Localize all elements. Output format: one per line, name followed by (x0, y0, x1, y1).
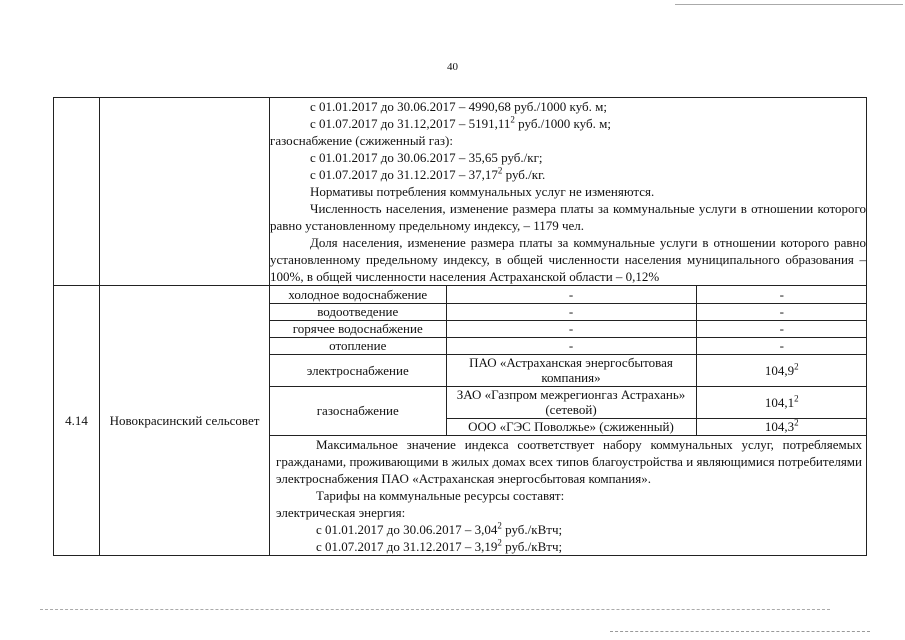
service-row (270, 337, 867, 354)
index-value: - (696, 320, 867, 337)
scan-line-top-right (675, 4, 903, 5)
index-value: - (696, 337, 867, 354)
gas-heading: газоснабжение (сжиженный газ): (270, 133, 453, 148)
provider-name: ООО «ГЭС Поволжье» (сжиженный) (446, 418, 696, 435)
provider-name: ПАО «Астраханская энергосбытовая компания» (446, 354, 696, 386)
table-row-continuation (54, 98, 867, 286)
index-value: - (696, 286, 867, 303)
municipality-name: Новокрасинский сельсовет (100, 286, 270, 556)
tariffs-intro: Тарифы на коммунальные ресурсы составят: (316, 487, 565, 503)
electricity-heading: электрическая энергия: (276, 504, 406, 520)
population-share-paragraph: Доля населения, изменение размера платы за коммунальные услуги в отношении которого равно установленному предельному индексу, в общей численности населения муниципального образования – 100%, в общей численности населения Астраханской области – 0,12% (270, 235, 866, 284)
provider-name: ЗАО «Газпром межрегионгаз Астрахань» (сетевой) (446, 386, 696, 418)
service-name: электроснабжение (270, 354, 446, 386)
tariff-line: с 01.07.2017 до 31.12,2017 – 5191,11$^2$ руб./1000 куб. м; (310, 114, 611, 131)
provider-name: - (446, 337, 696, 354)
row-number: 4.14 (54, 286, 100, 556)
row-content-cell (270, 286, 867, 556)
scan-line-bottom-right (610, 631, 870, 632)
service-name: газоснабжение (270, 386, 446, 435)
services-table (270, 286, 867, 436)
service-row (270, 386, 867, 418)
service-name: холодное водоснабжение (270, 286, 446, 303)
tariff-line: с 01.07.2017 до 31.12.2017 – 3,19$^2$ руб./кВтч; (316, 537, 563, 554)
norms-paragraph: Нормативы потребления коммунальных услуг не изменяются. (310, 184, 655, 199)
index-value: 104,1$^2$ (696, 386, 867, 418)
table-row-4-14 (54, 286, 867, 556)
service-name: отопление (270, 337, 446, 354)
index-value: - (696, 303, 867, 320)
tariff-line: с 01.01.2017 до 30.06.2017 – 35,65 руб./кг; (310, 150, 543, 165)
service-name: водоотведение (270, 303, 446, 320)
provider-name: - (446, 303, 696, 320)
tariff-line: с 01.07.2017 до 31.12.2017 – 37,17$^2$ руб./кг. (310, 165, 546, 182)
continuation-text-cell (270, 98, 867, 286)
scan-line-bottom (40, 609, 830, 610)
provider-name: - (446, 320, 696, 337)
provider-name: - (446, 286, 696, 303)
service-row (270, 286, 867, 303)
max-index-paragraph: Максимальное значение индекса соответствует набору коммунальных услуг, потребляемых гражданами, проживающими в жилых домах всех типов благоустройства и являющимися потребителями электроснабжения ПАО «Астраханская энергосбытовая компания». (276, 436, 862, 486)
tariff-line: с 01.01.2017 до 30.06.2017 – 4990,68 руб./1000 куб. м; (310, 99, 607, 114)
page-number: 40 (447, 61, 458, 73)
index-value: 104,9$^2$ (696, 354, 867, 386)
tariff-line: с 01.01.2017 до 30.06.2017 – 3,04$^2$ руб./кВтч; (316, 520, 563, 537)
row-4-14-text (270, 436, 866, 555)
name-cell-empty (100, 98, 270, 286)
number-cell-empty (54, 98, 100, 286)
service-row (270, 354, 867, 386)
tariff-table (53, 97, 867, 556)
population-paragraph: Численность населения, изменение размера платы за коммунальные услуги в отношении которого равно установленному предельному индексу, – 1179 чел. (270, 201, 866, 233)
index-value: 104,3$^2$ (696, 418, 867, 435)
service-name: горячее водоснабжение (270, 320, 446, 337)
service-row (270, 320, 867, 337)
service-row (270, 303, 867, 320)
